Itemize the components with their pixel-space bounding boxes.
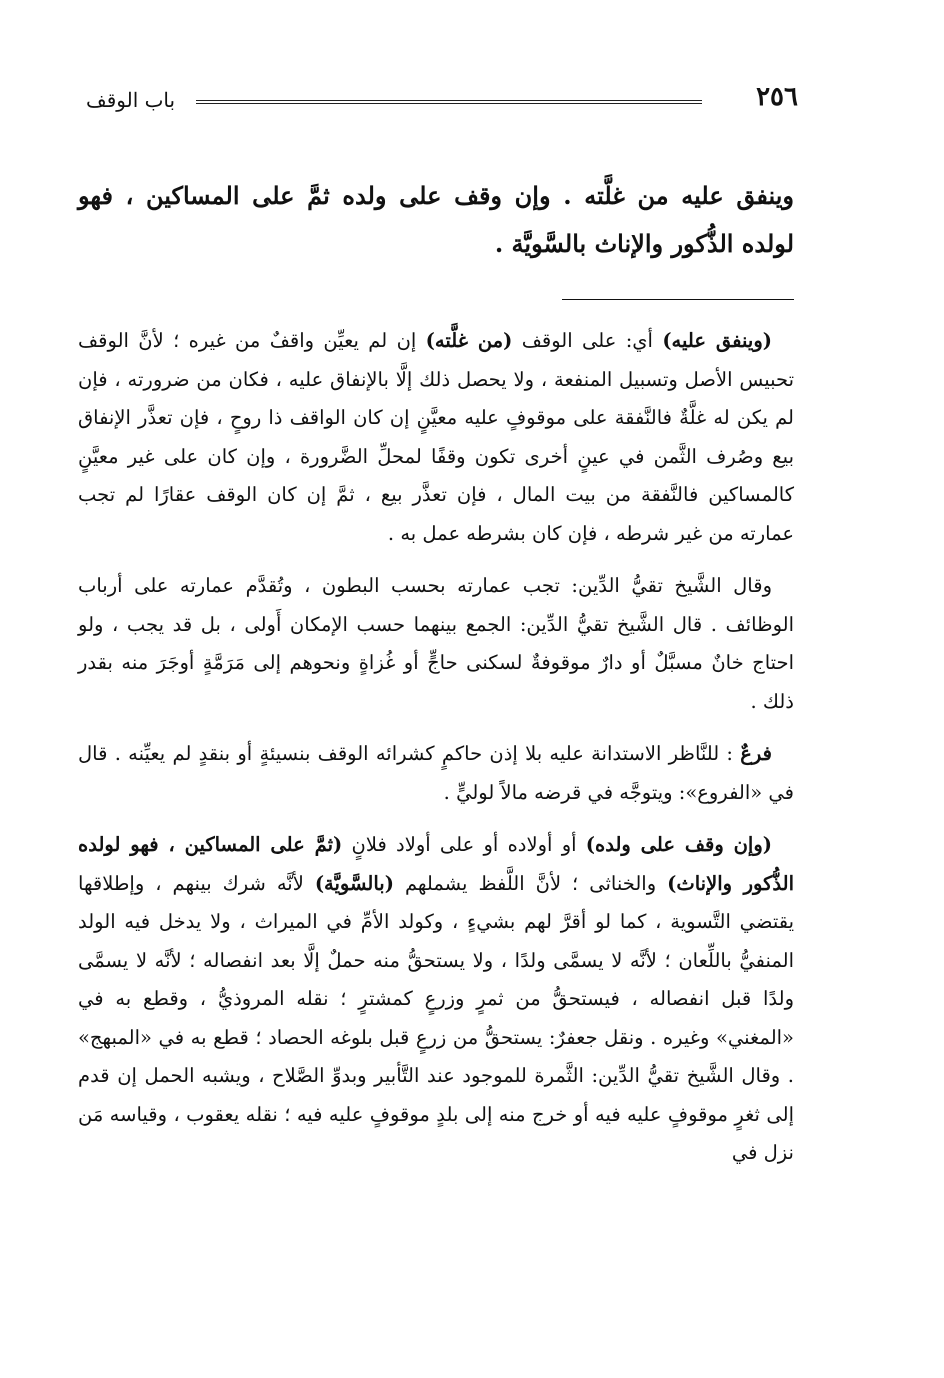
commentary-paragraph: وقال الشَّيخ تقيُّ الدِّين: تجب عمارته بحسب البطون ، وتُقدَّم عمارته على أرباب الوظائف . قال الشَّيخ تقيُّ الدِّين: الجمع بينهما حسب الإمكان أَولى ، بل قد يجب ، ولو احتاج خانٌ مسبَّلٌ أو دارٌ موقوفةٌ لسكنى حاجٍّ أو غُزاةٍ ونحوهم إلى مَرَمَّةٍ أوجَرَ منه بقدر ذلك . — [78, 574, 794, 713]
page-number: ٢٥٦ — [756, 82, 798, 112]
header-rule — [196, 100, 702, 104]
quoted-phrase: (ثمَّ على المساكين ، فهو لولده الذُّكور والإناث) — [78, 833, 794, 895]
quoted-phrase: (وينفق عليه) — [662, 329, 772, 352]
commentary-text: : للنَّاظر الاستدانة عليه بلا إذن حاكمٍ كشرائه الوقف بنسيئةٍ أو بنقدٍ لم يعيِّنه . قال في «الفروع»: ويتوجَّه في قرضه مالاً لوليٍّ . — [78, 742, 794, 804]
commentary-paragraph — [78, 735, 794, 812]
running-head — [86, 82, 798, 122]
quoted-phrase: (بالسَّويَّة) — [314, 871, 394, 895]
commentary-text: إن لم يعيِّن واقفٌ من غيره ؛ لأنَّ الوقف تحبيس الأصل وتسبيل المنفعة ، ولا يحصل ذلك إلَّا بالإنفاق عليه ، فكان من ضرورته ، فإن لم يكن له غلَّةٌ فالنَّفقة على موقوفٍ عليه معيَّنٍ إن كان الواقف ذا روحٍ ، فإن تعذَّر الإنفاق بيع وصُرف الثَّمن في عينٍ أخرى تكون وقفًا لمحلِّ الضَّرورة ، وإن كان على غير معيَّنٍ كالمساكين فالنَّفقة من بيت المال ، فإن تعذَّر بيع ، ثمَّ إن كان الوقف عقارًا لم تجب عمارته من غير شرطه ، فإن كان بشرطه عمل به . — [78, 329, 794, 545]
quoted-phrase: (وإن وقف على ولده) — [585, 833, 772, 856]
chapter-title: باب الوقف — [86, 88, 176, 112]
text-separator — [562, 299, 794, 300]
commentary-text: أو أولاده أو على أولاد فلانٍ — [342, 833, 586, 856]
section-label: فرعٌ — [740, 742, 772, 765]
commentary-text: أي: على الوقف — [512, 329, 663, 352]
commentary-paragraph — [78, 322, 794, 553]
commentary-text: لأنَّه شرك بينهم ، وإطلاقها يقتضي التَّسوية ، كما لو أقرَّ لهم بشيءٍ ، وكولد الأمِّ في الميراث ، ولا يدخل فيه الولد المنفيُّ باللِّعان ؛ لأنَّه لا يسمَّى ولدًا ، ولا يستحقُّ منه حملٌ إلَّا بعد انفصاله ؛ لأنَّه لا يسمَّى ولدًا قبل انفصاله ، فيستحقُّ من ثمرٍ وزرعٍ كمشترٍ ؛ نقله المروذيُّ ، وقطع به في «المغني» وغيره . ونقل جعفرٌ: يستحقُّ من زرعٍ قبل بلوغه الحصاد ؛ قطع به في «المبهج» . وقال الشَّيخ تقيُّ الدِّين: الثَّمرة للموجود عند التَّأبير وبدوِّ الصَّلاح ، ويشبه الحمل إن قدم إلى ثغرٍ موقوفٍ عليه فيه أو خرج منه إلى بلدٍ موقوفٍ عليه فيه ؛ نقله يعقوب ، وقياسه مَن نزل في — [78, 871, 794, 1164]
commentary-paragraph — [78, 826, 794, 1173]
commentary — [78, 322, 794, 1187]
quoted-phrase: (من غلَّته) — [425, 329, 513, 352]
main-text: وينفق عليه من غلَّته . وإن وقف على ولده ثمَّ على المساكين ، فهو لولده الذُّكور والإناث بالسَّويَّة . — [78, 181, 794, 258]
commentary-text: والخناثى ؛ لأنَّ اللَّفظ يشملهم — [393, 871, 668, 895]
